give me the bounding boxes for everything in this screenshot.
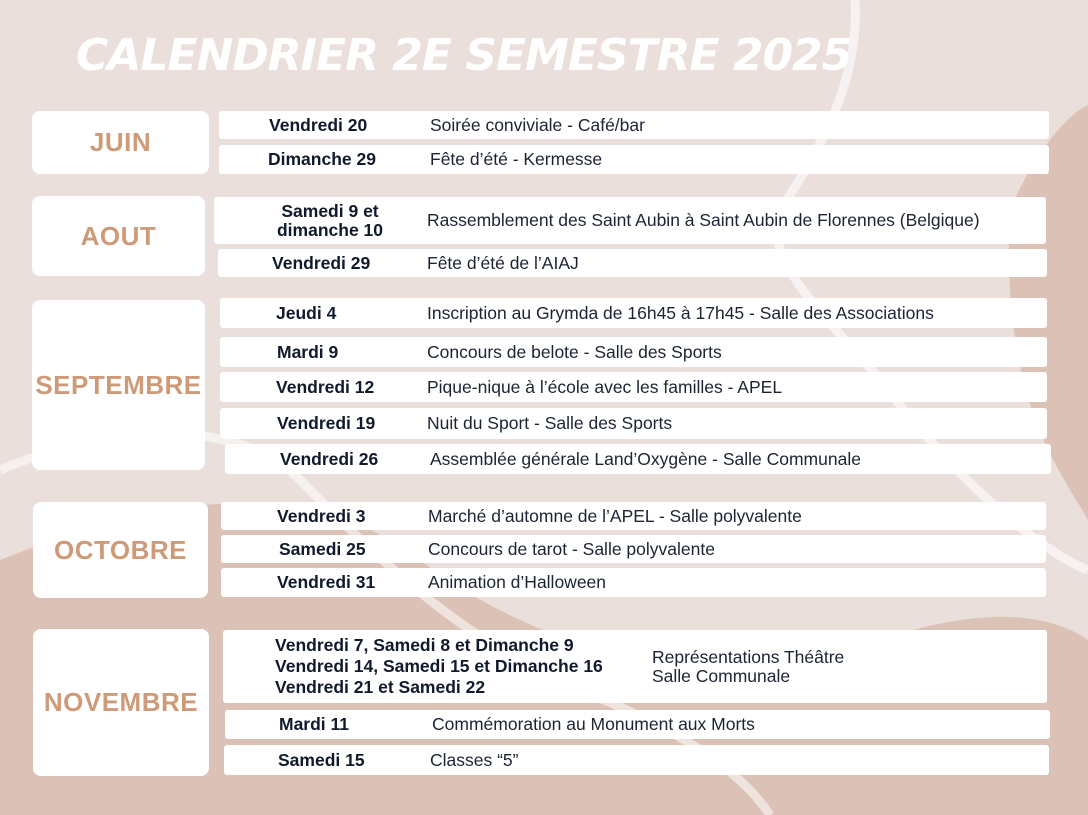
event-date: Vendredi 29 bbox=[272, 252, 371, 273]
event-date: Vendredi 19 bbox=[277, 413, 376, 433]
event-date: Vendredi 20 bbox=[269, 114, 368, 135]
event-description-line: Représentations Théâtre bbox=[652, 646, 845, 667]
event-date-line: dimanche 10 bbox=[276, 219, 384, 240]
event-date: Mardi 9 bbox=[277, 341, 339, 362]
month-label-aout: AOUT bbox=[32, 196, 205, 276]
event-date: Jeudi 4 bbox=[276, 302, 337, 323]
event-description: Marché d’automne de l’APEL - Salle polyvalente bbox=[428, 505, 802, 526]
event-row bbox=[225, 710, 1050, 739]
event-description: Inscription au Grymda de 16h45 à 17h45 - Salle des Associations bbox=[427, 302, 934, 323]
event-date: Vendredi 12 bbox=[276, 376, 375, 397]
event-description: Concours de tarot - Salle polyvalente bbox=[428, 538, 715, 559]
event-description: Classes “5” bbox=[430, 749, 519, 770]
event-row bbox=[220, 298, 1047, 328]
event-description: Pique-nique à l’école avec les familles - APEL bbox=[427, 376, 783, 397]
month-label-octobre: OCTOBRE bbox=[33, 502, 208, 598]
event-row bbox=[219, 145, 1049, 174]
month-label-septembre: SEPTEMBRE bbox=[32, 300, 205, 470]
event-date-line: Samedi 9 et bbox=[281, 200, 379, 221]
event-date-line: Vendredi 21 et Samedi 22 bbox=[275, 677, 486, 697]
event-row bbox=[219, 111, 1049, 139]
event-date-multiline bbox=[275, 630, 603, 703]
event-row bbox=[225, 444, 1051, 474]
event-row bbox=[218, 249, 1047, 277]
event-description: Fête d’été - Kermesse bbox=[430, 149, 603, 169]
event-date: Vendredi 3 bbox=[277, 505, 366, 526]
event-row bbox=[223, 630, 1047, 703]
event-row bbox=[220, 408, 1047, 439]
event-date-multiline bbox=[270, 197, 390, 244]
event-description-line: Salle Communale bbox=[652, 665, 791, 686]
month-label-juin: JUIN bbox=[32, 111, 209, 174]
event-date: Vendredi 26 bbox=[280, 448, 379, 469]
event-date: Dimanche 29 bbox=[268, 149, 376, 169]
event-description: Nuit du Sport - Salle des Sports bbox=[427, 413, 673, 433]
event-row bbox=[221, 502, 1046, 530]
event-date-line: Vendredi 14, Samedi 15 et Dimanche 16 bbox=[275, 656, 603, 676]
month-label-novembre: NOVEMBRE bbox=[33, 629, 209, 776]
event-date: Samedi 25 bbox=[279, 538, 366, 559]
event-description: Commémoration au Monument aux Morts bbox=[432, 714, 755, 734]
event-description: Fête d’été de l’AIAJ bbox=[427, 252, 579, 273]
event-description: Rassemblement des Saint Aubin à Saint Aubin de Florennes (Belgique) bbox=[427, 210, 980, 230]
event-description: Animation d’Halloween bbox=[428, 572, 607, 592]
event-row bbox=[221, 568, 1046, 597]
event-description: Soirée conviviale - Café/bar bbox=[430, 114, 645, 135]
event-row bbox=[214, 197, 1046, 244]
event-date: Mardi 11 bbox=[279, 714, 350, 734]
event-row bbox=[220, 337, 1047, 367]
event-date: Samedi 15 bbox=[278, 749, 365, 770]
event-date-line: Vendredi 7, Samedi 8 et Dimanche 9 bbox=[275, 635, 574, 655]
event-row bbox=[224, 745, 1049, 775]
event-row bbox=[220, 372, 1047, 402]
event-row bbox=[221, 535, 1046, 563]
event-description: Assemblée générale Land’Oxygène - Salle Communale bbox=[430, 448, 861, 469]
event-date: Vendredi 31 bbox=[277, 572, 376, 592]
event-description: Concours de belote - Salle des Sports bbox=[427, 341, 722, 362]
event-description-multiline bbox=[652, 630, 844, 703]
page-title: CALENDRIER 2E SEMESTRE 2025 bbox=[76, 30, 852, 81]
